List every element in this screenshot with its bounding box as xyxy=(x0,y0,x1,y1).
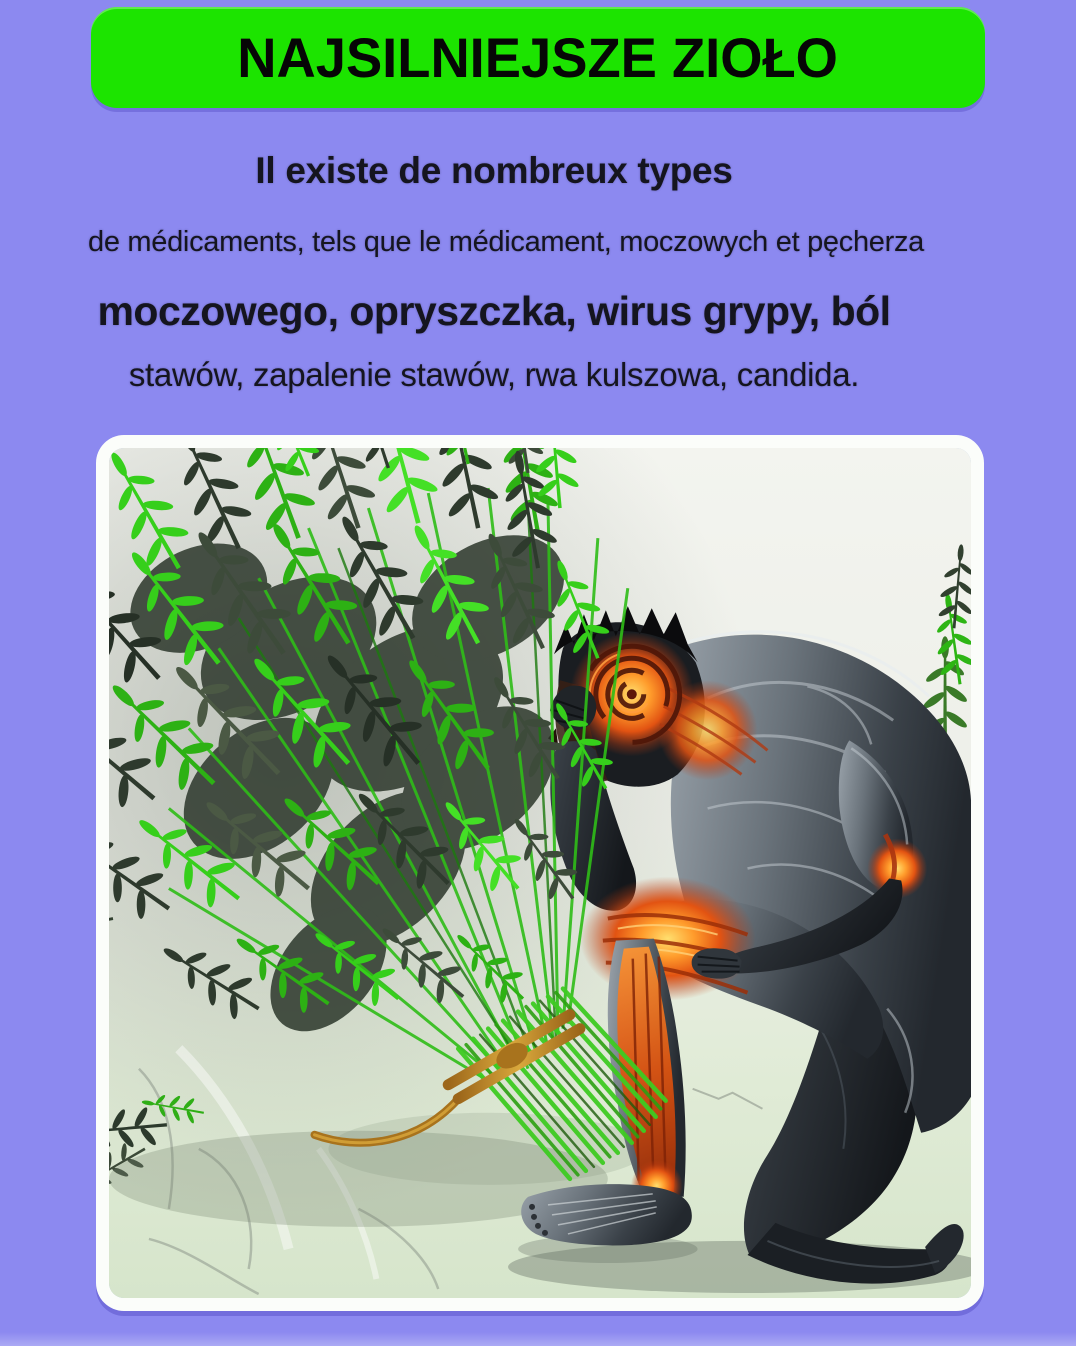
caption-line-4: stawów, zapalenie stawów, rwa kulszowa, candida. xyxy=(128,356,860,393)
title-banner xyxy=(91,7,985,108)
banner-title-text: NAJSILNIEJSZE ZIOŁO xyxy=(237,26,839,89)
caption-line-3: moczowego, opryszczka, wirus grypy, ból xyxy=(97,288,891,334)
herb-pain-image-card xyxy=(96,435,984,1311)
herb-pain-scene xyxy=(109,448,971,1298)
figure-front-foot xyxy=(521,1184,692,1245)
herb-pain-image xyxy=(109,448,971,1298)
caption-line-2: de médicaments, tels que le médicament, moczowych et pęcherza xyxy=(88,226,924,258)
caption-line-1: Il existe de nombreux types xyxy=(255,150,733,191)
figure-hand-on-knee xyxy=(692,948,742,978)
